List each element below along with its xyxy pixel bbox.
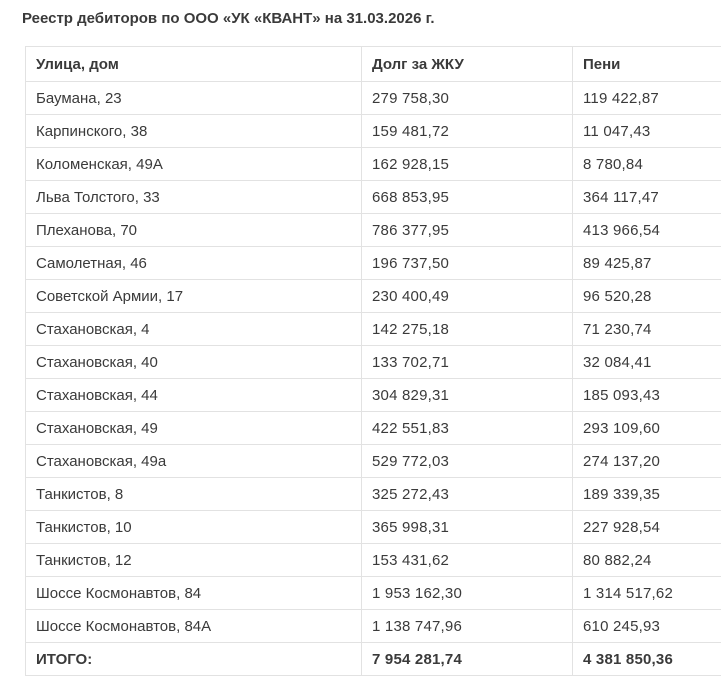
- cell-address: Стахановская, 49: [26, 412, 362, 445]
- cell-debt: 325 272,43: [362, 478, 573, 511]
- cell-address: Стахановская, 44: [26, 379, 362, 412]
- cell-address: Самолетная, 46: [26, 247, 362, 280]
- header-debt: Долг за ЖКУ: [362, 47, 573, 82]
- cell-address: Танкистов, 10: [26, 511, 362, 544]
- cell-debt: 422 551,83: [362, 412, 573, 445]
- table-row: [26, 214, 721, 247]
- total-penalty: 4 381 850,36: [573, 643, 721, 676]
- cell-address: Стахановская, 40: [26, 346, 362, 379]
- cell-debt: 153 431,62: [362, 544, 573, 577]
- total-label: ИТОГО:: [26, 643, 362, 676]
- table-row: [26, 280, 721, 313]
- cell-address: Шоссе Космонавтов, 84А: [26, 610, 362, 643]
- table-header-row: [26, 47, 721, 82]
- cell-address: Стахановская, 49а: [26, 445, 362, 478]
- cell-address: Льва Толстого, 33: [26, 181, 362, 214]
- debtors-table: [25, 46, 721, 676]
- cell-penalty: 364 117,47: [573, 181, 721, 214]
- cell-penalty: 185 093,43: [573, 379, 721, 412]
- cell-address: Танкистов, 12: [26, 544, 362, 577]
- cell-penalty: 11 047,43: [573, 115, 721, 148]
- cell-penalty: 293 109,60: [573, 412, 721, 445]
- page-title: Реестр дебиторов по ООО «УК «КВАНТ» на 31.03.2026 г.: [22, 10, 435, 27]
- cell-penalty: 610 245,93: [573, 610, 721, 643]
- table-row: [26, 313, 721, 346]
- cell-penalty: 189 339,35: [573, 478, 721, 511]
- total-debt: 7 954 281,74: [362, 643, 573, 676]
- cell-debt: 529 772,03: [362, 445, 573, 478]
- cell-address: Советской Армии, 17: [26, 280, 362, 313]
- header-penalty: Пени: [573, 47, 721, 82]
- table-row: [26, 544, 721, 577]
- cell-debt: 279 758,30: [362, 82, 573, 115]
- table-row: [26, 82, 721, 115]
- cell-debt: 304 829,31: [362, 379, 573, 412]
- table-row: [26, 511, 721, 544]
- cell-debt: 230 400,49: [362, 280, 573, 313]
- cell-debt: 159 481,72: [362, 115, 573, 148]
- cell-penalty: 1 314 517,62: [573, 577, 721, 610]
- cell-address: Карпинского, 38: [26, 115, 362, 148]
- cell-penalty: 274 137,20: [573, 445, 721, 478]
- cell-penalty: 413 966,54: [573, 214, 721, 247]
- table-total-row: [26, 643, 721, 676]
- cell-address: Танкистов, 8: [26, 478, 362, 511]
- cell-penalty: 227 928,54: [573, 511, 721, 544]
- cell-address: Баумана, 23: [26, 82, 362, 115]
- cell-penalty: 119 422,87: [573, 82, 721, 115]
- table-row: [26, 577, 721, 610]
- cell-penalty: 8 780,84: [573, 148, 721, 181]
- table-body: [26, 82, 721, 676]
- cell-debt: 142 275,18: [362, 313, 573, 346]
- cell-address: Коломенская, 49А: [26, 148, 362, 181]
- table-row: [26, 412, 721, 445]
- cell-debt: 786 377,95: [362, 214, 573, 247]
- cell-debt: 196 737,50: [362, 247, 573, 280]
- table-row: [26, 115, 721, 148]
- table-row: [26, 445, 721, 478]
- table-row: [26, 478, 721, 511]
- cell-penalty: 80 882,24: [573, 544, 721, 577]
- cell-debt: 133 702,71: [362, 346, 573, 379]
- cell-address: Стахановская, 4: [26, 313, 362, 346]
- cell-address: Плеханова, 70: [26, 214, 362, 247]
- header-address: Улица, дом: [26, 47, 362, 82]
- cell-penalty: 32 084,41: [573, 346, 721, 379]
- table-row: [26, 610, 721, 643]
- cell-penalty: 71 230,74: [573, 313, 721, 346]
- table-row: [26, 181, 721, 214]
- cell-debt: 162 928,15: [362, 148, 573, 181]
- cell-penalty: 96 520,28: [573, 280, 721, 313]
- cell-debt: 365 998,31: [362, 511, 573, 544]
- table-row: [26, 379, 721, 412]
- table-row: [26, 247, 721, 280]
- debtors-table-container: [25, 46, 721, 676]
- cell-address: Шоссе Космонавтов, 84: [26, 577, 362, 610]
- cell-debt: 1 953 162,30: [362, 577, 573, 610]
- table-row: [26, 148, 721, 181]
- cell-debt: 668 853,95: [362, 181, 573, 214]
- cell-debt: 1 138 747,96: [362, 610, 573, 643]
- table-row: [26, 346, 721, 379]
- cell-penalty: 89 425,87: [573, 247, 721, 280]
